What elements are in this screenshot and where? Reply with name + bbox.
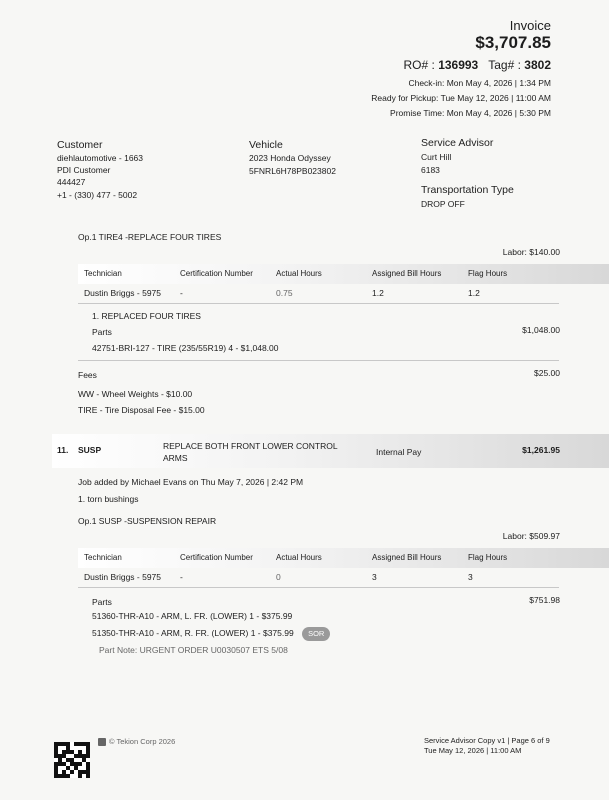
customer-heading: Customer bbox=[57, 139, 103, 151]
vehicle-heading: Vehicle bbox=[249, 139, 283, 151]
op1-fee2: TIRE - Tire Disposal Fee - $15.00 bbox=[78, 405, 205, 415]
job11-concern: 1. torn bushings bbox=[78, 494, 139, 504]
customer-phone: +1 - (330) 477 - 5002 bbox=[57, 190, 138, 200]
op1-fees-label: Fees bbox=[78, 370, 97, 380]
advisor-heading: Service Advisor bbox=[421, 137, 494, 149]
job11-row-divider bbox=[78, 587, 559, 588]
job11-code: SUSP bbox=[78, 445, 102, 455]
job11-parts-total: $751.98 bbox=[529, 595, 560, 605]
invoice-label: Invoice bbox=[509, 18, 551, 33]
op1-step: 1. REPLACED FOUR TIRES bbox=[92, 311, 201, 321]
op1-row-divider bbox=[78, 303, 559, 304]
job11-td-technician: Dustin Briggs - 5975 bbox=[84, 572, 162, 582]
job11-part1: 51360-THR-A10 - ARM, L. FR. (LOWER) 1 - $375.99 bbox=[92, 611, 293, 621]
job11-parts-label: Parts bbox=[92, 597, 112, 607]
sor-badge: SOR bbox=[302, 627, 330, 641]
op1-parts-label: Parts bbox=[92, 327, 112, 337]
op1-parts-divider bbox=[78, 360, 559, 361]
job11-th-actual: Actual Hours bbox=[276, 553, 322, 562]
vehicle-vin: 5FNRL6H78PB023802 bbox=[249, 166, 336, 176]
ro-label: RO# : bbox=[403, 58, 435, 72]
job11-amount: $1,261.95 bbox=[522, 445, 560, 455]
op1-td-technician: Dustin Briggs - 5975 bbox=[84, 288, 162, 298]
invoice-total: $3,707.85 bbox=[475, 33, 551, 52]
customer-name: diehlautomotive - 1663 bbox=[57, 153, 144, 163]
job11-part-note: Part Note: URGENT ORDER U0030507 ETS 5/08 bbox=[99, 645, 288, 655]
op1-th-flag: Flag Hours bbox=[468, 269, 508, 278]
vehicle-model: 2023 Honda Odyssey bbox=[249, 153, 331, 163]
op1-fee1: WW - Wheel Weights - $10.00 bbox=[78, 389, 193, 399]
customer-block bbox=[57, 152, 143, 201]
advisor-name: Curt Hill bbox=[421, 152, 452, 162]
op1-td-cert: - bbox=[180, 288, 183, 298]
promise-time: Promise Time: Mon May 4, 2026 | 5:30 PM bbox=[390, 108, 551, 118]
job11-pay: Internal Pay bbox=[376, 447, 422, 457]
advisor-block bbox=[421, 151, 451, 176]
job11-th-assigned: Assigned Bill Hours bbox=[372, 553, 442, 562]
job11-added-by: Job added by Michael Evans on Thu May 7, 2026 | 2:42 PM bbox=[78, 477, 304, 487]
ready-time: Ready for Pickup: Tue May 12, 2026 | 11:00 AM bbox=[371, 93, 551, 103]
op1-parts-total: $1,048.00 bbox=[522, 325, 560, 335]
op1-title: Op.1 TIRE4 -REPLACE FOUR TIRES bbox=[78, 232, 222, 242]
footer-right bbox=[424, 736, 550, 756]
op1-th-cert: Certification Number bbox=[180, 269, 253, 278]
job11-number: 11. bbox=[57, 445, 69, 455]
op1-th-assigned: Assigned Bill Hours bbox=[372, 269, 442, 278]
footer-date: Tue May 12, 2026 | 11:00 AM bbox=[424, 746, 522, 755]
op1-th-technician: Technician bbox=[84, 269, 122, 278]
job11-th-flag: Flag Hours bbox=[468, 553, 508, 562]
footer-copyright-row bbox=[98, 736, 175, 748]
job11-op-title: Op.1 SUSP -SUSPENSION REPAIR bbox=[78, 516, 217, 526]
op1-td-actual: 0.75 bbox=[276, 288, 293, 298]
job11-td-cert: - bbox=[180, 572, 183, 582]
ro-number: 136993 bbox=[438, 58, 479, 72]
job11-description: REPLACE BOTH FRONT LOWER CONTROL ARMS bbox=[163, 441, 338, 463]
checkin-time: Check-in: Mon May 4, 2026 | 1:34 PM bbox=[408, 78, 551, 88]
op1-table-header-band bbox=[78, 264, 609, 284]
tag-label: Tag# : bbox=[488, 58, 521, 72]
op1-fees-total: $25.00 bbox=[534, 368, 560, 378]
job11-td-assigned: 3 bbox=[372, 572, 377, 582]
job11-labor: Labor: $509.97 bbox=[502, 531, 560, 541]
job11-td-flag: 3 bbox=[468, 572, 473, 582]
transport-heading: Transportation Type bbox=[421, 184, 514, 196]
op1-part1: 42751-BRI-127 - TIRE (235/55R19) 4 - $1,048.00 bbox=[92, 343, 279, 353]
job11-th-cert: Certification Number bbox=[180, 553, 253, 562]
footer-copy-info: Service Advisor Copy v1 | Page 6 of 9 bbox=[424, 736, 550, 745]
op1-th-actual: Actual Hours bbox=[276, 269, 322, 278]
op1-td-assigned: 1.2 bbox=[372, 288, 384, 298]
vehicle-block bbox=[249, 152, 336, 177]
job11-part2: 51350-THR-A10 - ARM, R. FR. (LOWER) 1 - $375.99 bbox=[92, 628, 294, 638]
advisor-number: 6183 bbox=[421, 165, 440, 175]
job11-th-technician: Technician bbox=[84, 553, 122, 562]
op1-td-flag: 1.2 bbox=[468, 288, 480, 298]
transport-type: DROP OFF bbox=[421, 199, 465, 209]
op1-labor: Labor: $140.00 bbox=[502, 247, 560, 257]
footer-copyright: © Tekion Corp 2026 bbox=[109, 737, 176, 746]
ro-tag-line bbox=[404, 58, 552, 72]
tekion-logo-icon bbox=[98, 738, 106, 746]
job11-part2-row bbox=[92, 627, 330, 641]
qr-code bbox=[54, 742, 90, 778]
tag-number: 3802 bbox=[524, 58, 551, 72]
job11-td-actual: 0 bbox=[276, 572, 281, 582]
job11-table-header-band bbox=[78, 548, 609, 568]
customer-id: 444427 bbox=[57, 177, 86, 187]
customer-type: PDI Customer bbox=[57, 165, 111, 175]
